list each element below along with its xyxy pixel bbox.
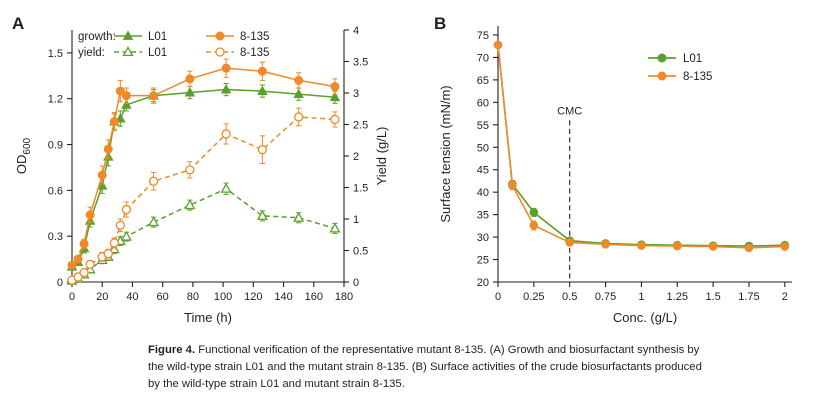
svg-text:1.5: 1.5 — [47, 47, 63, 60]
svg-text:Yield (g/L): Yield (g/L) — [374, 126, 389, 186]
svg-text:0.9: 0.9 — [47, 139, 63, 152]
svg-text:2: 2 — [353, 151, 360, 163]
series-yield-8-135 — [68, 108, 339, 284]
svg-text:140: 140 — [274, 291, 293, 303]
svg-text:0: 0 — [68, 291, 76, 303]
svg-text:60: 60 — [476, 97, 489, 110]
svg-text:1.5: 1.5 — [705, 291, 721, 303]
svg-text:70: 70 — [476, 52, 489, 65]
svg-text:1.2: 1.2 — [47, 93, 63, 106]
svg-text:160: 160 — [304, 291, 323, 303]
svg-text:40: 40 — [126, 291, 139, 303]
svg-text:0.25: 0.25 — [523, 291, 545, 303]
svg-text:8-135: 8-135 — [683, 71, 713, 83]
svg-text:8-135: 8-135 — [240, 47, 270, 59]
svg-text:40: 40 — [476, 187, 489, 200]
svg-text:3: 3 — [353, 88, 360, 100]
series-L01 — [494, 41, 788, 250]
svg-text:0: 0 — [494, 291, 502, 303]
svg-text:35: 35 — [476, 209, 489, 222]
svg-text:4: 4 — [353, 25, 360, 37]
svg-text:60: 60 — [156, 291, 169, 303]
panel-a-letter: A — [12, 14, 25, 33]
svg-text:L01: L01 — [148, 31, 168, 43]
panel-b-surface-tension — [420, 0, 826, 340]
svg-text:75: 75 — [476, 29, 489, 42]
svg-text:30: 30 — [476, 232, 489, 245]
svg-text:100: 100 — [213, 291, 233, 303]
svg-text:55: 55 — [476, 119, 489, 132]
svg-text:Surface tension (mN/m): Surface tension (mN/m) — [438, 85, 453, 223]
caption-label: Figure 4. — [148, 344, 196, 356]
svg-text:1: 1 — [638, 291, 645, 303]
svg-text:0.3: 0.3 — [47, 231, 63, 244]
svg-text:L01: L01 — [148, 47, 168, 59]
panel-a-plot — [0, 0, 420, 340]
svg-text:3.5: 3.5 — [353, 56, 369, 69]
svg-text:0.5: 0.5 — [562, 291, 578, 303]
svg-text:0.5: 0.5 — [353, 245, 369, 258]
svg-text:yield:: yield: — [78, 47, 105, 59]
svg-text:80: 80 — [186, 291, 200, 303]
svg-text:25: 25 — [476, 254, 489, 267]
svg-text:20: 20 — [96, 291, 109, 303]
panel-b-plot — [420, 0, 826, 340]
figure-caption — [148, 342, 708, 393]
svg-text:OD600: $OD_{600}$ — [14, 137, 33, 175]
panel-b-letter: B — [434, 14, 447, 33]
svg-text:45: 45 — [476, 164, 489, 177]
svg-text:180: 180 — [334, 291, 354, 303]
svg-text:1.5: 1.5 — [353, 182, 369, 195]
svg-text:20: 20 — [476, 277, 489, 289]
svg-text:Conc. (g/L): Conc. (g/L) — [612, 310, 678, 325]
svg-text:0.75: 0.75 — [594, 291, 617, 303]
caption-body: Functional verification of the representative mutant 8-135. (A) Growth and biosurfactant synthesis by the wild-type strain L01 and the mutant strain 8-135. (B) Surface activities of the crude biosurfactants produced by the wild-type strain L01 and mutant strain 8-135. — [148, 344, 702, 391]
svg-text:Time (h): Time (h) — [184, 310, 232, 325]
svg-text:0: 0 — [353, 277, 360, 289]
svg-text:growth:: growth: — [78, 31, 116, 43]
svg-text:50: 50 — [476, 142, 489, 155]
svg-text:2: 2 — [781, 291, 788, 303]
svg-text:L01: L01 — [683, 53, 703, 65]
svg-text:0.6: 0.6 — [47, 185, 63, 198]
svg-text:0: 0 — [56, 277, 63, 289]
svg-text:1.25: 1.25 — [666, 291, 688, 303]
series-yield-L01 — [68, 183, 340, 284]
svg-text:2.5: 2.5 — [353, 119, 369, 132]
panel-a-growth-yield — [0, 0, 420, 340]
svg-text:1: 1 — [353, 214, 360, 226]
svg-text:CMC: CMC — [557, 105, 583, 118]
svg-text:8-135: 8-135 — [240, 31, 270, 43]
svg-text:65: 65 — [476, 74, 489, 87]
series-8-135 — [494, 41, 788, 252]
svg-text:1.75: 1.75 — [738, 291, 760, 303]
svg-text:120: 120 — [244, 291, 263, 303]
